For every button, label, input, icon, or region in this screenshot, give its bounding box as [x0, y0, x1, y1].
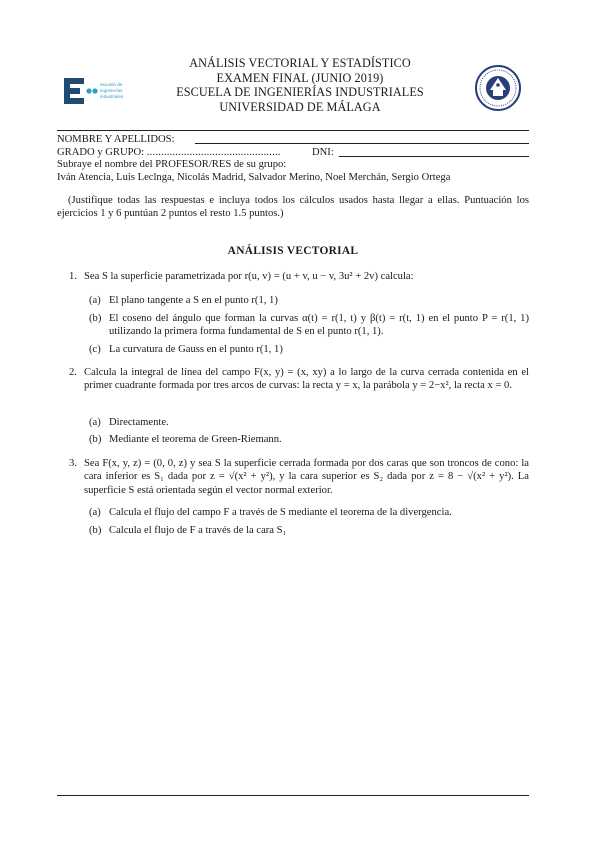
item-label: (b) — [89, 434, 102, 445]
professors-row — [57, 172, 529, 185]
problem-number: 2. — [69, 367, 77, 378]
instructions-note: (Justifique todas las respuestas e incluya todos los cálculos usados hasta llegar a ellas. Puntuación los ejercicios 1 y 6 puntúan 2 puntos el resto 1.5 puntos.) — [57, 195, 529, 220]
grado-field[interactable]: ............................................... — [146, 146, 281, 158]
name-field[interactable] — [195, 143, 529, 144]
name-label: NOMBRE Y APELLIDOS: — [57, 134, 175, 145]
school-logo-graphic — [62, 74, 132, 108]
item-label: (b) — [89, 313, 102, 324]
university-seal-graphic — [474, 64, 522, 112]
svg-text:ingenierías: ingenierías — [100, 88, 123, 93]
student-form — [57, 134, 529, 184]
item-text: Mediante el teorema de Green-Riemann. — [109, 434, 282, 445]
problem-text: Sea F(x, y, z) = (0, 0, z) y sea S la superficie cerrada formada por dos caras que son troncos de cono: la cara inferior es S₁ dada por z = √(x² + y²), y la cara superior es S₂ dada por z = 8 − √(x² + y²). La superficie S está orientada según el vector normal exterior. — [84, 458, 529, 496]
problem-number: 1. — [69, 271, 77, 282]
problem-2-item-a — [57, 416, 529, 429]
title-line-school: ESCUELA DE INGENIERÍAS INDUSTRIALES — [176, 85, 424, 100]
problem-1-item-c — [57, 343, 529, 356]
school-logo — [62, 74, 132, 108]
problem-1-item-a — [57, 294, 529, 307]
problem-3-item-a — [57, 506, 529, 519]
title-line-subject: ANÁLISIS VECTORIAL Y ESTADÍSTICO — [189, 56, 411, 70]
svg-text:industriales: industriales — [100, 94, 124, 99]
header-divider — [57, 130, 529, 131]
item-text: La curvatura de Gauss en el punto r(1, 1) — [109, 344, 283, 355]
dni-label: DNI: — [312, 146, 334, 158]
problem-text: Sea S la superficie parametrizada por r(u, v) = (u + v, u − v, 3u² + 2v) calcula: — [84, 271, 414, 282]
item-text: Calcula el flujo de F a través de la cara S₁ — [109, 525, 287, 536]
problem-1 — [57, 270, 529, 283]
section-title: ANÁLISIS VECTORIAL — [227, 245, 359, 257]
problem-2-item-b — [57, 433, 529, 446]
subraye-text: Subraye el nombre del PROFESOR/RES de su grupo: — [57, 159, 287, 171]
item-text: El plano tangente a S en el punto r(1, 1) — [109, 295, 278, 306]
dni-field[interactable] — [339, 156, 529, 157]
subraye-row — [57, 159, 529, 172]
footer-divider — [57, 795, 529, 796]
item-text: El coseno del ángulo que forman la curvas α(t) = r(1, t) y β(t) = r(t, 1) en el punto P = r(1, 1) utilizando la primera forma fundamental de S en el punto r(1, 1). — [109, 313, 529, 338]
problem-3-item-b — [57, 524, 529, 537]
name-row — [57, 134, 529, 147]
grado-label: GRADO y GRUPO: — [57, 146, 145, 158]
problem-2 — [57, 366, 529, 393]
item-label: (a) — [89, 417, 101, 428]
item-text: Calcula el flujo del campo F a través de S mediante el teorema de la divergencia. — [109, 507, 452, 518]
item-label: (c) — [89, 344, 101, 355]
exam-title — [140, 56, 460, 114]
item-label: (a) — [89, 507, 101, 518]
item-label: (b) — [89, 525, 102, 536]
problem-text: Calcula la integral de línea del campo F(x, y) = (x, xy) a lo largo de la curva cerrada contenida en el primer cuadrante formada por tres arcos de curvas: la recta y = x, la parábola y = 2−x², la recta x = 0. — [84, 367, 529, 392]
university-seal — [474, 64, 522, 112]
title-line-university: UNIVERSIDAD DE MÁLAGA — [219, 99, 381, 114]
grado-row — [57, 147, 529, 160]
problem-3 — [57, 457, 529, 497]
svg-text:escuela de: escuela de — [100, 82, 123, 87]
item-text: Directamente. — [109, 417, 169, 428]
problem-1-item-b — [57, 312, 529, 339]
item-label: (a) — [89, 295, 101, 306]
title-line-exam: EXAMEN FINAL (JUNIO 2019) — [216, 70, 384, 85]
professor-list[interactable]: Iván Atencia, Luis Leclnga, Nicolás Madrid, Salvador Merino, Noel Merchán, Sergio Ortega — [57, 171, 451, 183]
problem-number: 3. — [69, 458, 77, 469]
